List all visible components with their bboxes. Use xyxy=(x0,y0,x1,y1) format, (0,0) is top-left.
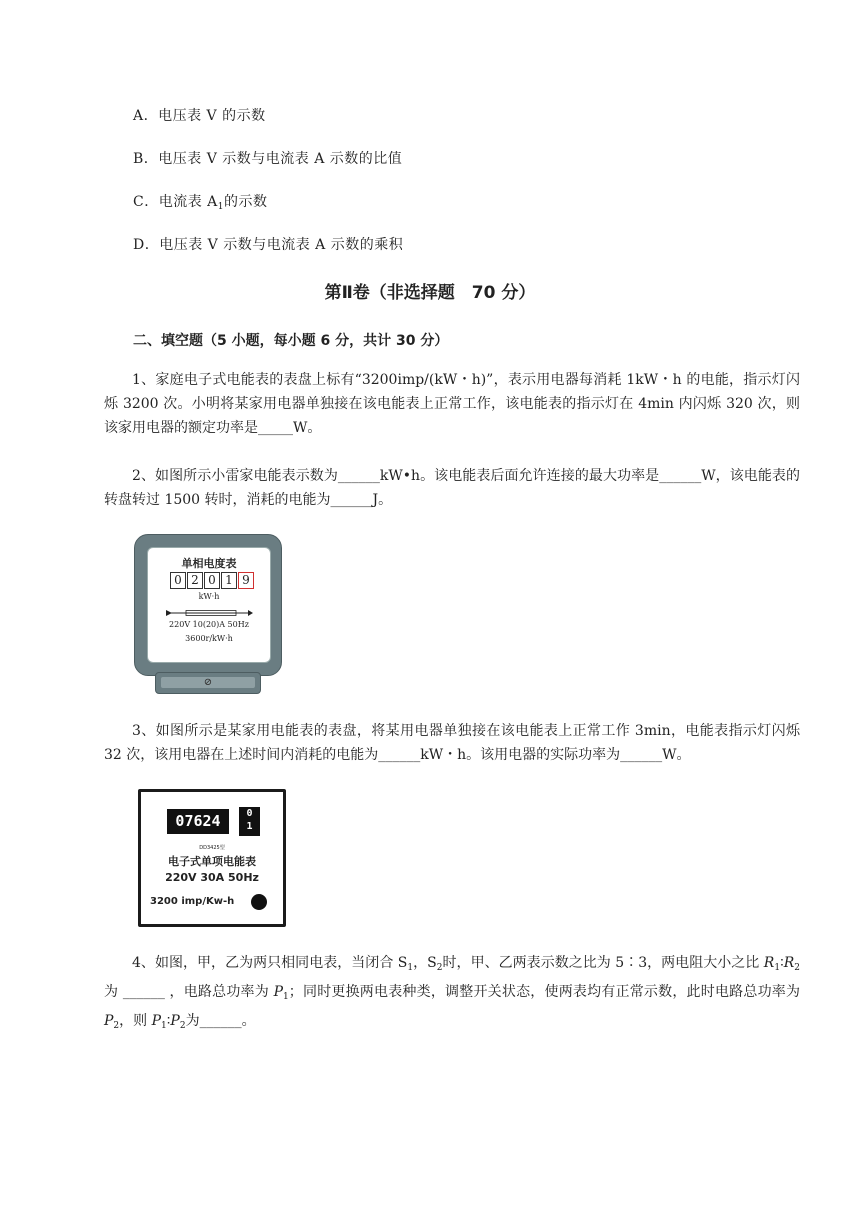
energy-meter-figure-1 xyxy=(134,534,282,696)
option-c-subscript: 1 xyxy=(217,202,225,212)
meter-digit-decimal: 9 xyxy=(238,572,254,589)
q4-subscript: 1 xyxy=(407,963,414,973)
meter-rev-constant: 3600r/kW·h xyxy=(185,634,233,643)
meter-digit: 0 xyxy=(170,572,186,589)
meter-unit: kW·h xyxy=(198,592,220,601)
decimal-top: 0 xyxy=(246,808,253,819)
decimal-bottom: 1 xyxy=(246,821,253,832)
meter-digit: 1 xyxy=(221,572,237,589)
meter-digits xyxy=(170,572,255,589)
q4-subscript: 2 xyxy=(113,1021,120,1031)
meter-digit: 2 xyxy=(187,572,203,589)
meter-name: 电子式单项电能表 xyxy=(168,855,256,868)
q4-text: 为 ______ ，电路总功率为 xyxy=(104,984,274,1000)
question-3: 3、如图所示是某家用电能表的表盘，将某用电器单独接在该电能表上正常工作 3min，电能表指示灯闪烁 32 次，该用电器在上述时间内消耗的电能为______kW・h。该用电器的实际功率为______W。 xyxy=(104,723,800,763)
option-a: A．电压表 V 的示数 xyxy=(133,108,266,124)
meter-face xyxy=(147,547,271,663)
q4-text: 为______。 xyxy=(185,1013,256,1029)
terminal-screw-icon: ⊘ xyxy=(161,677,255,688)
q4-symbol: P xyxy=(170,1013,180,1029)
meter-body xyxy=(134,534,282,676)
indicator-light-icon xyxy=(251,894,267,910)
question-2: 2、如图所示小雷家电能表示数为______kW•h。该电能表后面允许连接的最大功率是______W，该电能表的转盘转过 1500 转时，消耗的电能为______J。 xyxy=(104,468,800,508)
meter-title: 单相电度表 xyxy=(181,557,237,570)
question-4 xyxy=(104,951,800,1038)
meter-spec: 220V 30A 50Hz xyxy=(165,871,259,884)
q4-symbol: R xyxy=(763,955,775,971)
q4-subscript: 1 xyxy=(283,992,289,1002)
option-c-text: C．电流表 A xyxy=(133,194,218,210)
part-title: 二、填空题（5 小题，每小题 6 分，共计 30 分） xyxy=(133,333,449,349)
option-d: D．电压表 V 示数与电流表 A 示数的乘积 xyxy=(133,237,404,253)
q4-symbol: P xyxy=(104,1013,114,1029)
q4-subscript: 1 xyxy=(161,1021,167,1031)
q4-text: ；同时更换两电表种类，调整开关状态，使两表均有正常示数，此时电路总功率为 xyxy=(288,984,800,1000)
q4-symbol: P xyxy=(273,984,284,1000)
q4-symbol: R xyxy=(783,955,795,971)
section-title: 第Ⅱ卷（非选择题 70 分） xyxy=(324,283,536,303)
meter-terminal-base xyxy=(155,672,261,694)
q4-subscript: 2 xyxy=(179,1021,186,1031)
option-b: B．电压表 V 示数与电流表 A 示数的比值 xyxy=(133,151,403,167)
meter-imp-constant: 3200 imp/Kw-h xyxy=(150,896,235,907)
q4-subscript: 2 xyxy=(436,963,443,973)
q4-text: 时，甲、乙两表示数之比为 5∶3，两电阻大小之比 xyxy=(442,955,764,971)
q4-text: ，S xyxy=(413,955,437,971)
option-c xyxy=(133,191,268,212)
option-c-text-end: 的示数 xyxy=(224,194,268,210)
q4-subscript: 2 xyxy=(794,963,800,973)
q4-text: ∶ xyxy=(166,1013,171,1029)
rotating-disc-arrow-icon xyxy=(164,608,254,618)
q4-text: ，则 xyxy=(119,1013,152,1029)
question-1: 1、家庭电子式电能表的表盘上标有“3200imp/(kW・h)”，表示用电器每消耗 1kW・h 的电能，指示灯闪烁 3200 次。小明将某家用电器单独接在该电能表上正常工作，该电能表的指示灯在 4min 内闪烁 320 次，则该家用电器的额定功率是_____W。 xyxy=(104,372,800,436)
q4-text: 4、如图，甲，乙为两只相同电表，当闭合 S xyxy=(132,955,408,971)
q4-text: ∶ xyxy=(780,955,784,971)
meter-model: DD3425型 xyxy=(199,845,225,851)
meter-spec: 220V 10(20)A 50Hz xyxy=(169,620,249,629)
q4-symbol: P xyxy=(151,1013,162,1029)
meter-decimal-window xyxy=(239,807,260,836)
q4-subscript: 1 xyxy=(774,963,781,973)
meter-reading: 07624 xyxy=(167,809,229,834)
meter-digit: 0 xyxy=(204,572,220,589)
energy-meter-figure-2 xyxy=(138,789,286,927)
